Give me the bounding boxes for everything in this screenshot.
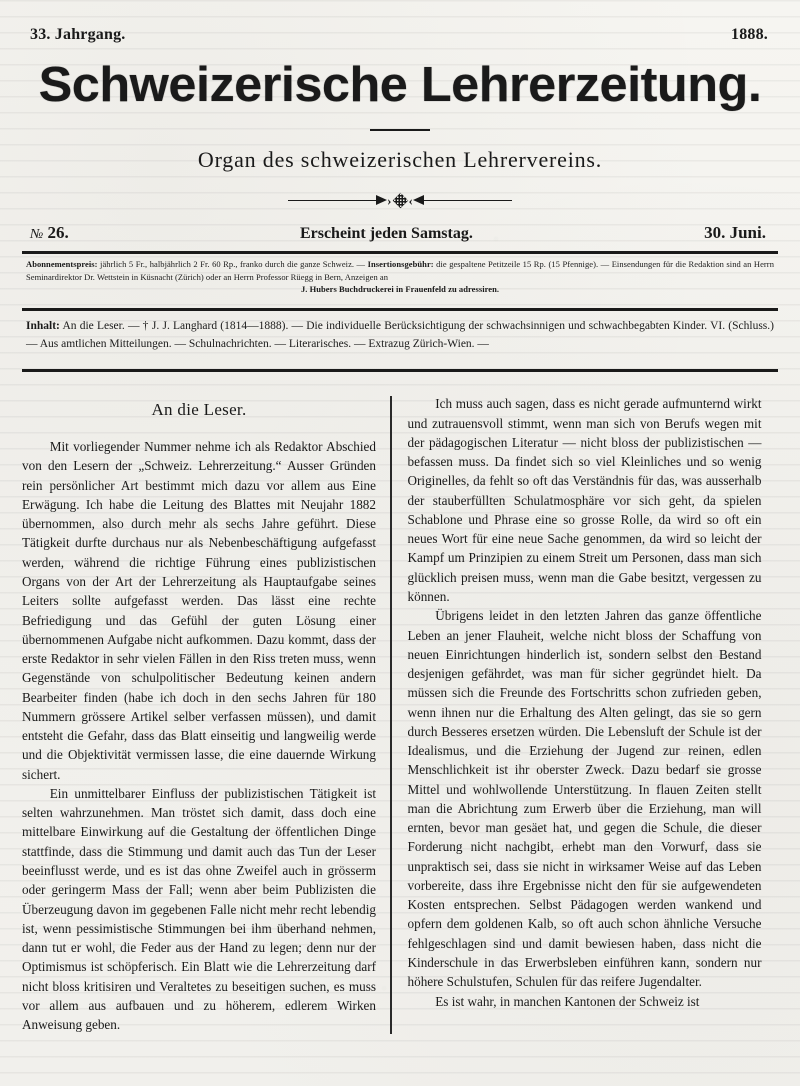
ornament-arrow-left-icon xyxy=(413,195,424,205)
publication-date: 30. Juni. xyxy=(704,223,766,243)
ornament-bar-right xyxy=(424,200,512,202)
insertion-fee-label: Insertionsgebühr: xyxy=(367,259,434,270)
newspaper-title: Schweizerische Lehrerzeitung. xyxy=(38,58,762,112)
contents-text: An die Leser. — † J. J. Langhard (1814—1888). — Die individuelle Berücksichtigung der schwachsinnigen und schwachbegabten Kinder. VI. (Schluss.) — Aus amtlichen Mitteilungen. — Schulnachrichten. — Literarisches. — Extrazug Zürich-Wien. — xyxy=(26,320,774,350)
ornamental-divider xyxy=(22,193,778,207)
printer-address-line: J. Hubers Buchdruckerei in Frauenfeld zu adressiren. xyxy=(300,284,500,295)
table-of-contents xyxy=(22,311,778,361)
right-column xyxy=(392,394,762,1034)
issue-number-value: 26. xyxy=(47,223,69,243)
ornament-bar-left xyxy=(288,200,376,202)
issue-number xyxy=(30,223,69,243)
contents-label: Inhalt: xyxy=(26,320,60,333)
newspaper-subtitle: Organ des schweizerischen Lehrervereins. xyxy=(197,147,603,173)
publication-frequency: Erscheint jeden Samstag. xyxy=(299,225,473,243)
volume-label: 33. Jahrgang. xyxy=(30,26,126,43)
issue-line xyxy=(22,223,778,243)
subscription-price-text: jährlich 5 Fr., halbjährlich 2 Fr. 60 Rp., franko durch die ganze Schweiz. — xyxy=(97,259,368,270)
masthead-topline xyxy=(22,0,778,44)
insertion-fee-text: die gespaltene Petitzeile 15 Rp. (15 Pfennige). — xyxy=(433,259,610,270)
year-label: 1888. xyxy=(731,26,768,43)
ornament-diamond-icon xyxy=(392,193,408,209)
left-paragraph-2: Ein unmittelbarer Einfluss der publizistischen Tätigkeit ist selten wahrzunehmen. Man tröstet sich damit, dass doch eine mittelbare Einwirkung auf die Gestaltung der öffentlichen Dinge stattfinde, dass die Stimmung und damit auch das Tun der Leser beeinflusst werde, und es ist das ohne Zweifel auch in grösserm oder geringerm Mass der Fall; wenn aber beim Publizisten die Überzeugung davon im gegebenen Falle nicht mehr recht lebendig ist, wenn pessimistische Stimmungen bei ihm überhand nehmen, dann tut er wohl, die Feder aus der Hand zu legen; denn nur der Optimismus ist schöpferisch. Ein Blatt wie die Lehrerzeitung darf nicht bloss kritisiren und Veraltetes zu beseitigen suchen, es muss vor allem aus aufbauen und zu höherem, edlerem Wirken Anweisung geben. xyxy=(22,785,376,1033)
left-paragraph-1: Mit vorliegender Nummer nehme ich als Redaktor Abschied von den Lesern der „Schweiz. Lehrerzeitung.“ Ausser Gründen rein persönlicher Art bestimmt mich dazu vor allem aus Eine Erwägung. Ich habe die Leitung des Blattes mit Neujahr 1882 übernommen, also durch mehr als sechs Jahre geführt. Diese Tätigkeit durfte durchaus nur als Nebenbeschäftigung aufgefasst werden, während die richtige Führung eines publizistischen Organs von der Art der Lehrerzeitung als Hauptaufgabe seines Leiters sollte aufgefasst werden. Das lässt eine rechte Befriedigung und das Gefühl der guten Lösung einer übernommenen Aufgabe nicht aufkommen. Dazu kommt, dass der erste Redaktor in sehr vielen Fällen in den Riss treten muss, wenn Gegenstände von schulpolitischer Bedeutung keinen andern Bearbeiter finden (habe ich doch in den sechs Jahren für 180 Nummern grössere Artikel selber verfassen müssen), und damit entsteht die Gefahr, dass das Blatt einseitig und langweilig werde und die Objektivität vermissen lasse, die eine dauernde Wirkung sichert. xyxy=(22,439,376,782)
numero-sign-icon: № xyxy=(30,227,44,243)
ornament-chevron-left-icon: ‹ xyxy=(408,192,413,208)
right-paragraph-3: Es ist wahr, in manchen Kantonen der Schweiz ist xyxy=(435,993,700,1009)
right-paragraph-1: Ich muss auch sagen, dass es nicht gerade aufmunternd wirkt und zutrauensvoll stimmt, wenn man sich von Berufs wegen mit der pädagogischen Literatur — nicht bloss der publizistischen — befassen muss. Da findet sich so viel Kleinliches und so wenig Originelles, da fehlt so oft das Verständnis für das, was ausserhalb der stauberfüllten Schulatmosphäre vor sich geht, da spielen Schablone und Phrase eine so grosse Rolle, da wird so oft ein neues Wort für eine neue Sache genommen, da wird so leicht der Kampf um Prinzipien zu einem Streit um Personen, dass man sich glücklich preisen muss, wenn man die Gabe besitzt, vergessen zu können. xyxy=(407,396,762,604)
submission-address-line: Einsendungen für die Redaktion sind an Herrn Seminardirektor Dr. Wettstein in Küsnacht (Zürich) oder an Herrn Professor Rüegg in Bern, Anzeigen an xyxy=(26,259,774,282)
masthead-underline-rule xyxy=(370,129,430,131)
left-column xyxy=(22,394,390,1034)
subscription-info xyxy=(22,254,778,300)
right-paragraph-2: Übrigens leidet in den letzten Jahren das ganze öffentliche Leben an jener Flauheit, welche nicht bloss der Schaffung von neuen Einrichtungen hinderlich ist, sondern selbst den Bestand desjenigen gefährdet, was man für sicher gegründet hielt. Da müssen sich die Freunde des Fortschritts schon zufrieden geben, wenn ihnen nur die Erhaltung des Alten gelingt, das sie so gern durch Besseres ersetzen würden. Die Lebensluft der Schule ist der Idealismus, und die Erziehung der Jugend zur reinen, edlen Menschlichkeit ist ihr oberster Zweck. Dazu bedarf sie grosse Mittel und wohlwollende Unterstützung. In flauen Zeiten stellt man die Abrichtung zum Erwerb über die Erziehung, man will ernten, bevor man gesäet hat, und gegen die Schule, die dieser Forderung nicht nachgibt, erhebt man den Vorwurf, dass sie unpraktisch sei, dass sie nicht in wirksamer Weise auf das Leben vorbereite, dass ihre Ergebnisse nicht den für sie aufgewendeten Kosten entsprechen. Selbst Pädagogen werden wankend und opfern dem goldenen Kalb, so oft auch schon ähnliche Versuche fehlgeschlagen sind und damit bewiesen haben, dass nicht die Kinderschule in das Erwerbsleben einführen kann, sondern nur höhere Schulstufen, Schulen für das reifere Jugendalter. xyxy=(407,608,762,990)
subscription-price-label: Abonnementspreis: xyxy=(26,259,98,270)
article-title: An die Leser. xyxy=(151,400,247,420)
article-columns xyxy=(22,394,778,1034)
ornament-chevron-right-icon: › xyxy=(387,192,392,208)
rule-below-contents xyxy=(22,369,778,372)
ornament-arrow-right-icon xyxy=(376,195,387,205)
